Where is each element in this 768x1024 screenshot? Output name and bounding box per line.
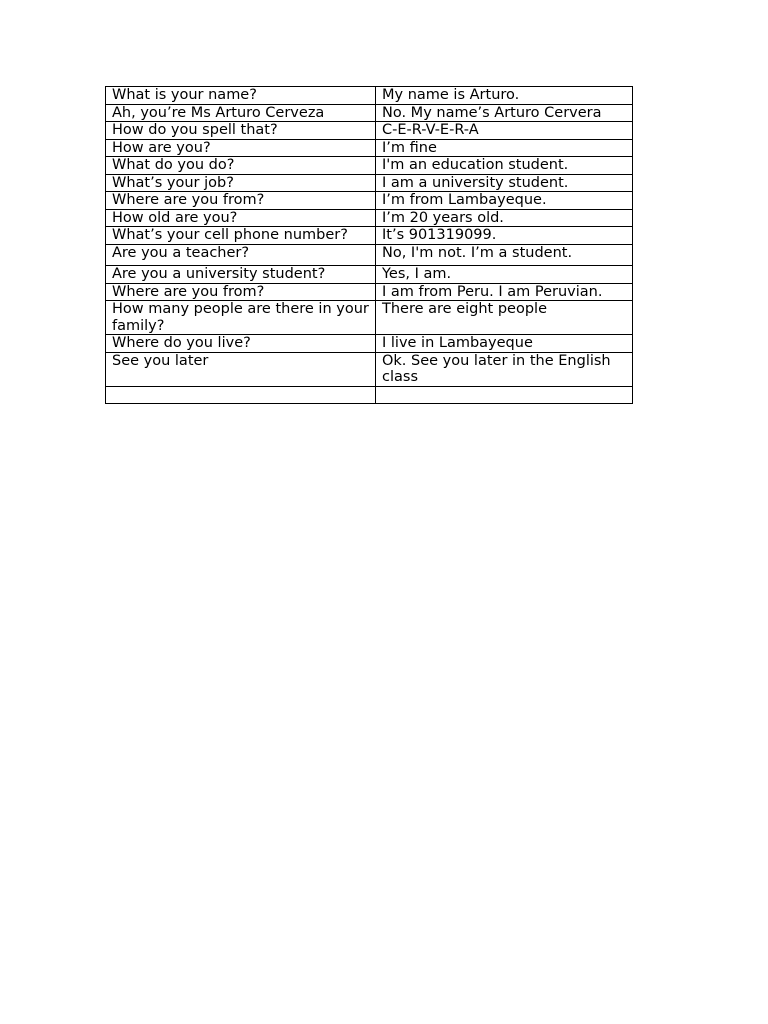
- answer-cell: No. My name’s Arturo Cervera: [376, 104, 633, 122]
- answer-cell: I’m 20 years old.: [376, 209, 633, 227]
- question-cell: Are you a university student?: [106, 266, 376, 284]
- table-row: [106, 104, 633, 122]
- table-row: [106, 352, 633, 386]
- question-cell: What’s your cell phone number?: [106, 227, 376, 245]
- question-cell: How are you?: [106, 139, 376, 157]
- table-row: [106, 266, 633, 284]
- answer-cell: Yes, I am.: [376, 266, 633, 284]
- qa-table: [105, 86, 633, 404]
- table-row: [106, 122, 633, 140]
- answer-cell: C-E-R-V-E-R-A: [376, 122, 633, 140]
- table-row: [106, 139, 633, 157]
- answer-cell: [376, 386, 633, 403]
- answer-cell: There are eight people: [376, 301, 633, 335]
- question-cell: Where are you from?: [106, 283, 376, 301]
- question-cell: What’s your job?: [106, 174, 376, 192]
- question-cell: Are you a teacher?: [106, 244, 376, 266]
- answer-cell: I'm an education student.: [376, 157, 633, 175]
- table-row: [106, 283, 633, 301]
- answer-cell: I live in Lambayeque: [376, 335, 633, 353]
- table-row: [106, 301, 633, 335]
- question-cell: Where are you from?: [106, 192, 376, 210]
- table-row: [106, 335, 633, 353]
- question-cell: How old are you?: [106, 209, 376, 227]
- question-cell: How many people are there in your family?: [106, 301, 376, 335]
- table-row: [106, 209, 633, 227]
- question-cell: See you later: [106, 352, 376, 386]
- answer-cell: It’s 901319099.: [376, 227, 633, 245]
- question-cell: How do you spell that?: [106, 122, 376, 140]
- table-row: [106, 174, 633, 192]
- question-cell: Where do you live?: [106, 335, 376, 353]
- question-cell: What do you do?: [106, 157, 376, 175]
- answer-cell: No, I'm not. I’m a student.: [376, 244, 633, 266]
- answer-cell: My name is Arturo.: [376, 87, 633, 105]
- table-row: [106, 87, 633, 105]
- table-row: [106, 244, 633, 266]
- question-cell: [106, 386, 376, 403]
- answer-cell: Ok. See you later in the English class: [376, 352, 633, 386]
- answer-cell: I’m from Lambayeque.: [376, 192, 633, 210]
- answer-cell: I am from Peru. I am Peruvian.: [376, 283, 633, 301]
- table-row: [106, 227, 633, 245]
- question-cell: Ah, you’re Ms Arturo Cerveza: [106, 104, 376, 122]
- table-row: [106, 192, 633, 210]
- table-row: [106, 157, 633, 175]
- answer-cell: I am a university student.: [376, 174, 633, 192]
- table-row: [106, 386, 633, 403]
- question-cell: What is your name?: [106, 87, 376, 105]
- answer-cell: I’m fine: [376, 139, 633, 157]
